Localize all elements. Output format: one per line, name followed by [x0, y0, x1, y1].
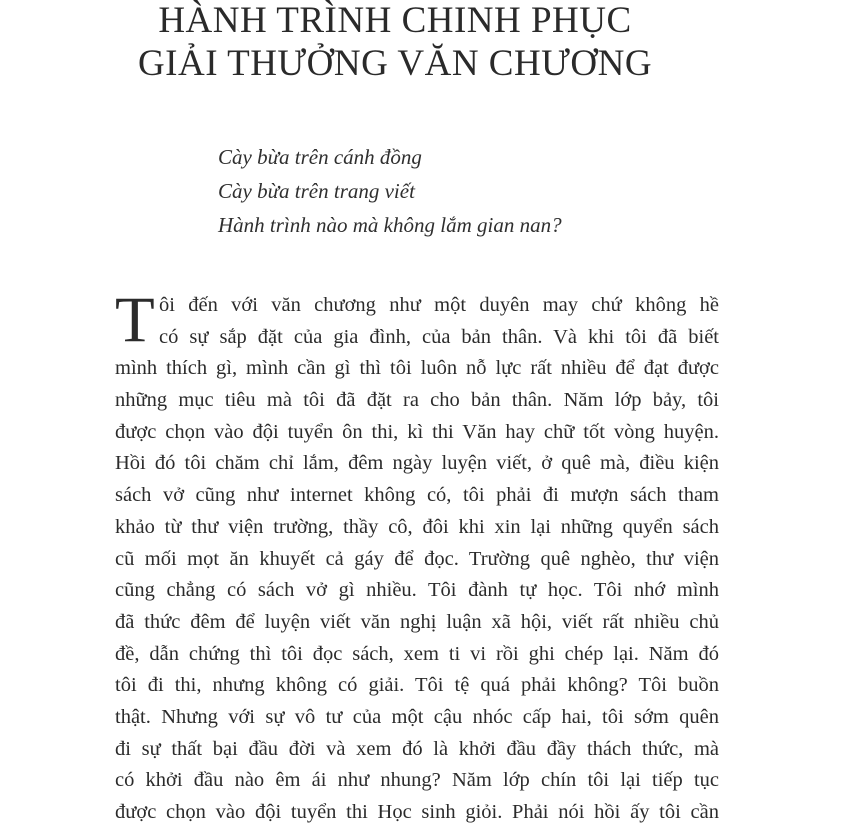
- drop-cap: T: [115, 284, 155, 356]
- paragraph-line: được chọn vào đội tuyển ôn thi, kì thi Văn hay chữ tốt vòng huyện.: [115, 420, 719, 443]
- chapter-title-line-1: HÀNH TRÌNH CHINH PHỤC: [158, 0, 632, 41]
- epigraph-line: Hành trình nào mà không lắm gian nan?: [218, 213, 562, 237]
- paragraph-line: đề, dẫn chứng thì tôi đọc sách, xem ti vi rồi ghi chép lại. Năm đó: [115, 642, 719, 665]
- chapter-title-line-2: GIẢI THƯỞNG VĂN CHƯƠNG: [137, 43, 653, 84]
- paragraph-line: đã thức đêm để luyện viết văn nghị luận xã hội, viết rất nhiều chủ: [115, 610, 719, 633]
- paragraph-line: ôi đến với văn chương như một duyên may chứ không hề: [159, 294, 719, 316]
- epigraph-line: Cày bừa trên trang viết: [218, 179, 415, 203]
- paragraph-line: cũng chẳng có sách vở gì nhiều. Tôi đành tự học. Tôi nhớ mình: [115, 579, 719, 602]
- epigraph: [218, 140, 562, 242]
- paragraph-line: khảo từ thư viện trường, thầy cô, đôi khi xin lại những quyển sách: [115, 515, 719, 538]
- paragraph-line: mình thích gì, mình cần gì thì tôi luôn nỗ lực rất nhiều để đạt được: [115, 357, 719, 380]
- paragraph-line: cũ mối mọt ăn khuyết cả gáy để đọc. Trường quê nghèo, thư viện: [115, 547, 719, 570]
- paragraph-line: đi sự thất bại đầu đời và xem đó là khởi đầu đầy thách thức, mà: [115, 737, 719, 760]
- paragraph-line: Hồi đó tôi chăm chỉ lắm, đêm ngày luyện viết, ở quê mà, điều kiện: [115, 452, 719, 475]
- epigraph-line: Cày bừa trên cánh đồng: [218, 145, 422, 169]
- paragraph-line: có sự sắp đặt của gia đình, của bản thân. Và khi tôi đã biết: [159, 325, 719, 348]
- paragraph-line: sách vở cũng như internet không có, tôi phải đi mượn sách tham: [115, 484, 719, 507]
- paragraph-line: những mục tiêu mà tôi đã đặt ra cho bản thân. Năm lớp bảy, tôi: [115, 389, 719, 412]
- body-paragraph: [115, 284, 719, 824]
- paragraph-line: tôi đi thi, nhưng không có giải. Tôi tệ quá phải không? Tôi buồn: [115, 674, 719, 697]
- paragraph-line: được chọn vào đội tuyển thi Học sinh giỏi. Phải nói hồi ấy tôi cần: [115, 801, 719, 823]
- paragraph-line: có khởi đầu nào êm ái như nhung? Năm lớp chín tôi lại tiếp tục: [115, 769, 719, 792]
- paragraph-line: thật. Nhưng với sự vô tư của một cậu nhóc cấp hai, tôi sớm quên: [115, 705, 719, 728]
